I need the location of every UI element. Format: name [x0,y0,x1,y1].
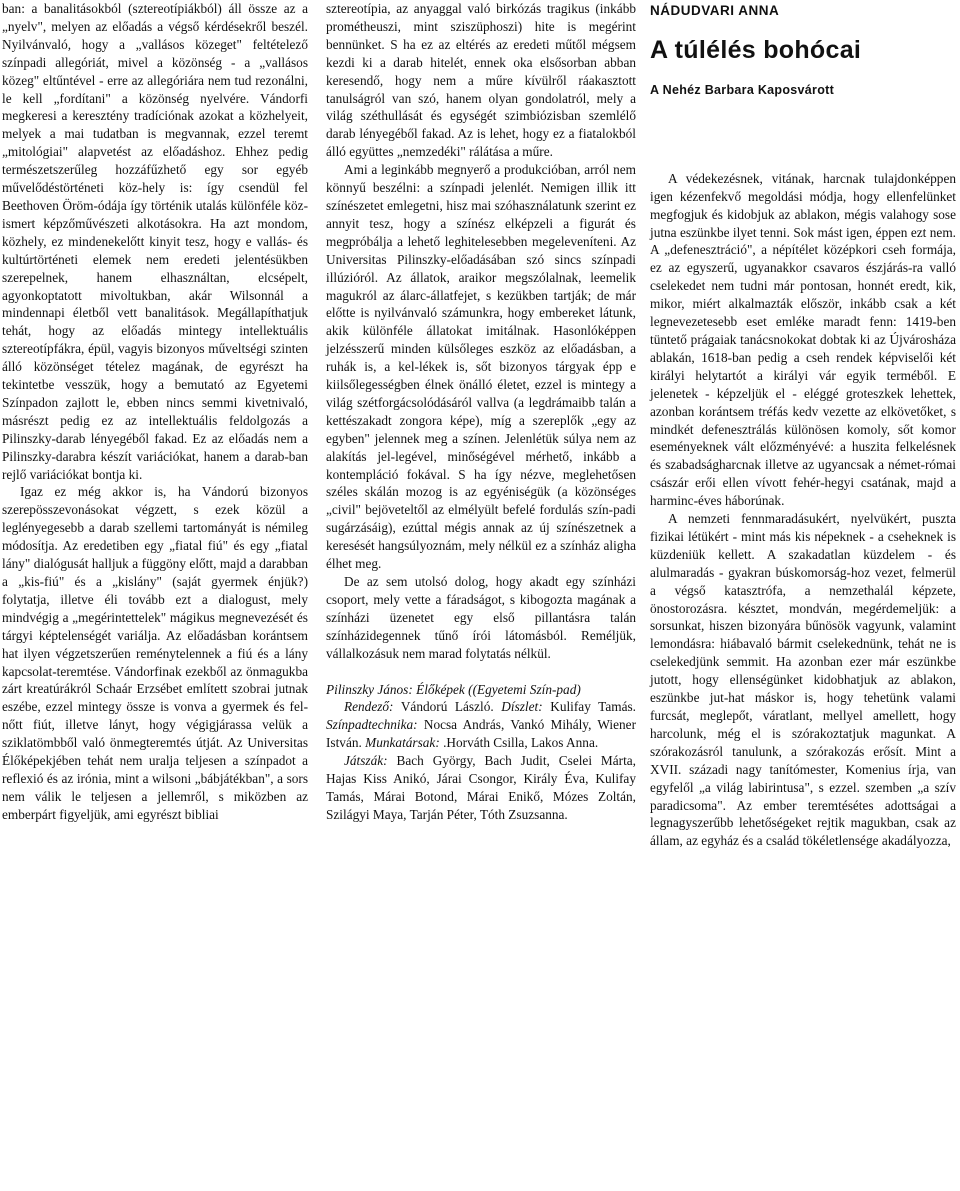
credit-role: Játszák: [344,753,388,769]
credits-line [326,681,636,699]
paragraph: Ami a leginkább megnyerő a produkcióban, arról nem könnyű beszélni: a színpadi jelenlét. Nemigen illik itt színészetet emlegetni, hisz mai szóhasználatunk szerint ez annyit tesz, hogy a színész elképzeli a figurát és megpróbálja a lehető leghitelesebben megeleveníteni. Az Universitas Pilinszky-előadásában szó sincs színpadi illúzióról. Az állatok, araikor megszólalnak, leemelik magukról az álarc-állatfejet, s kezükben tartják; de már előtte is nyilvánvaló számunkra, hogy embereket látunk, akik különféle állatokat imitálnak. Hasonlóképpen jelzésszerű minden külsőleges eszköz az előadásban, a ruhák is, a kel-lékek is, sőt bizonyos tárgyak épp e kiilsőlegességben élnek önálló életet, ezzel is mintegy a világ szétforgácsolódásáról vallva (a legdrámaibb talán a kettészakadt zongora képe), míg a szereplők „egy az egyben" jelennek meg a színen. Jelenlétük súlya nem az alakítás jel-legével, minőségével mérhető, inkább a kontempláció fokával. S ha így nézve, meglehetősen széles skálán mozog is az egyéniségük (a közönséges „civil" bejöveteltől az elmélyült befelé fordulás szín-padi sugárzásáig), ezúttal mégis annak az új színészetnek a keresését hangsúlyoznám, mely nélkül ez a színház aligha élhet meg. [326,162,636,572]
article-subtitle: A Nehéz Barbara Kaposvárott [650,82,835,97]
article-author: NÁDUDVARI ANNA [650,3,780,18]
paragraph: De az sem utolsó dolog, hogy akadt egy színházi csoport, mely vette a fáradságot, s kibogozta magának a színházi üzenetet egy első pillantásra talán színházidegennek tűnő írói látomásból. Reméljük, vállalkozásuk nem marad folytatás nélkül. [326,574,636,661]
paragraph: sztereotípia, az anyaggal való birkózás tragikus (inkább prométheuszi, mint sziszüphoszi) hite is megérint bennünket. S ha ez az eltérés az eredeti műtől mégsem kezdi ki a darab hitelét, ennek oka elsősorban abban keresendő, hogy nem a műre kívülről ráakasztott tanulságról van szó, hanem olyan gondolatról, mely a világ széthullását és egységét szimbiózisban szemlélő darab lényegéből fakad. Az is lehet, hogy ez a fiatalokból álló együttes „nemzedéki" rálátása a műre. [326,1,636,160]
production-credits [326,681,636,824]
paragraph: A védekezésnek, vitának, harcnak tulajdonképpen igen kézenfekvő megoldási módja, hogy ellenfelünket megfogjuk és kidobjuk az ablakon, mégis valahogy sose jutna eszünkbe ilyet tenni. Sok mást igen, éppen ezt nem. A „defenesztráció", a népítélet középkori cseh formája, ez az egyszerű, ugyanakkor csavaros észjárás-ra valló cselekedet nem tudni már pontosan, honnét eredt, kik, mikor, miért alkalmazták először, inkább csak a két legnevezetesebb eset emléke maradt fenn: 1419-ben tüntető prágaiak tanácsnokokat dobtak ki az Újvárosháza ablakán, 1618-ban pedig a cseh rendek képviselői két királyi helytartót a királyi vár egyik terméből. E jelenetek - képzeljük el - eléggé groteszkek lehettek, azonban korántsem tréfás kedv vezette az elkövetőket, s mindkét defenesztrálás különösen komoly, sőt komor eseményeknek vált előzményévé: a huszita felkelésnek és szabadságharcnak illetve az ugyancsak a német-római császár erői ellen vívott fehér-hegyi csatának, majd a harminc-éves háborúnak. [650,170,956,509]
column-right [650,2,956,850]
credit-role: Színpadtechnika: [326,717,418,733]
cast-list: Bach György, Bach Judit, Cselei Márta, Hajas Kiss Anikó, Járai Csongor, Király Éva, Kulifay Tamás, Márai Botond, Márai Enikő, Mózes Zoltán, Szilágyi Maya, Tarján Péter, Tóth Zsuzsanna. [326,753,636,822]
credit-value: Vándorú László. [400,699,494,715]
credit-value: Nocsa András, Vankó Mihály, Wiener István. [326,717,636,751]
article-title: A túlélés bohócai [650,35,862,64]
column-left [2,0,308,824]
credit-value: .Horváth Csilla, Lakos Anna. [443,735,599,751]
play-title: Pilinszky János: Élőképek ((Egyetemi Szín-pad) [326,681,581,697]
paragraph: A nemzeti fennmaradásukért, nyelvükért, puszta fizikai létükért - mint más kis népeknek - a cseheknek is küzdeniük kellett. A szakadatlan küzdelem - és alulmaradás - gyakran búskomorság-hoz vezet, felmerül a végső katasztrófa, a nemzethalál képzete, önostorozásra. késztet, mondván, megérdemeljük: a sorsunkat, hiszen bizonyára bűnösök vagyunk, valamint lemondásra: hiábavaló bármit cselekednünk, tehát ne is cselekedjünk semmit. Ha azonban ezer már eszünkbe jutott, hogy ellenségünket kidobhatjuk az ablakon, eszünkbe jut-hat máskor is, hogy tehetünk valami furcsát, meglepőt, váratlant, mellyel amellett, hogy harcolunk, még el is szórakoztatjuk magunkat. A szórakozásról tanulunk, a szórakozás erősít. Mint a XVII. századi nagy tanítómester, Komenius írja, van egyfelől „a világ labirintusa", s ezzel. szemben „a szív paradicsoma". Az ember teremtésétes adottságai a legnagyszerűbb lehetőségeket rejtik magukban, csak az állam, az egyház és a család tökéletlensége akadályozza, [650,511,956,849]
paragraph: Igaz ez még akkor is, ha Vándorú bizonyos szerepösszevonásokat végzett, s ezek közül a leglényegesebb a darab szellemi tartományát is némileg módosítja. Az eredetiben egy „fiatal fiú" és egy „fiatal lány" dialógusát halljuk a függöny előtt, majd a darabban a „kis-fiú" és a „kislány" (saját gyermek énjük?) folytatja, illetve éli tovább ezt a dialogust, mely mindvégig a „megérintettelek" mágikus megnevezését és tárgyi képtelenségét variálja. Az előadásban korántsem hat ilyen végzetszerűen reménytelennek a fiú és a lány kapcsolat-teremtése. Vándorfinak ezekből az önmagukba zárt kreatúrákról Schaár Erzsébet említett szobrai jutnak eszébe, ezzel mintegy össze is vonva a gyermek és fel-nőtt fiút, illetve lányt, hogy végigjárassa velük a sziklatömbből való önmegteremtés útját. Az Universitas Élőképekjében tehát nem uralja teljesen a színpadot a reflexió és az irónia, mint a wilsoni „bábjátékban", a sors nem válik le teljesen a jellemről, s miközben az emberpárt figyeljük, ami egyrészt bibliai [2,484,308,822]
credit-role: Munkatársak: [365,735,440,751]
credit-role: Díszlet: [501,699,543,715]
credit-role: Rendező: [344,699,394,715]
paragraph: ban: a banalitásokból (sztereotípiákból) áll össze az a „nyelv", melyen az előadás a végső kérdésekről beszél. Nyilvánvaló, hogy a „vallásos közeget" feltételező színpadi allegóriát, mivel a közönség - a „vallásos közeg" eltűntével - erre az allegóriára nem tud rezonálni, le kell „fordítani" a közönség nyelvére. Vándorfi megkeresi a keresztény tradíciónak azokat a közhelyeit, melyek a mai tudatban is megvannak, ezzel teremt „mitológiai" alapvetést az előadáshoz. Ehhez pedig természetszerűleg hozzáfűzhető egy sor egyéb művelődéstörténeti köz-hely is: így csendül fel Beethoven Öröm-ódája így történik utalás különféle köz-ismert képzőművészeti alkotásokra. Ha azt mondom, közhely, ez mindenekelőtt kinyit tesz, hogy e vallás- és kultúrtörténeti elemek nem eredeti jelentésükben szerepelnek, hanem elhasználtan, elcsépelt, agyonkoptatott mivoltukban, akár Wilsonnál a mindennapi életből vett banalitások. Megállapíthatjuk tehát, hogy az előadás mintegy intellektuális sztereotípfákra, épül, vagyis bizonyos műveltségi szinten álló közönséget tételez magának, de egyrészt ha tekintetbe vesszük, hogy a bemutató az Egyetemi Színpadon zajlott le, ebben nincs semmi kivetnivaló, másrészt pedig ez az intellektuális feldolgozás a Pilinszky-darab lényegéből fakad. Ez az előadás nem a Pilinszky-darabra készít variációkat, hanem a darab-ban rejlő variációkat bontja ki. [2,1,308,482]
credits-line [326,698,636,752]
credit-value: Kulifay Tamás. [550,699,637,715]
column-middle [326,0,636,824]
credits-line [326,752,636,824]
